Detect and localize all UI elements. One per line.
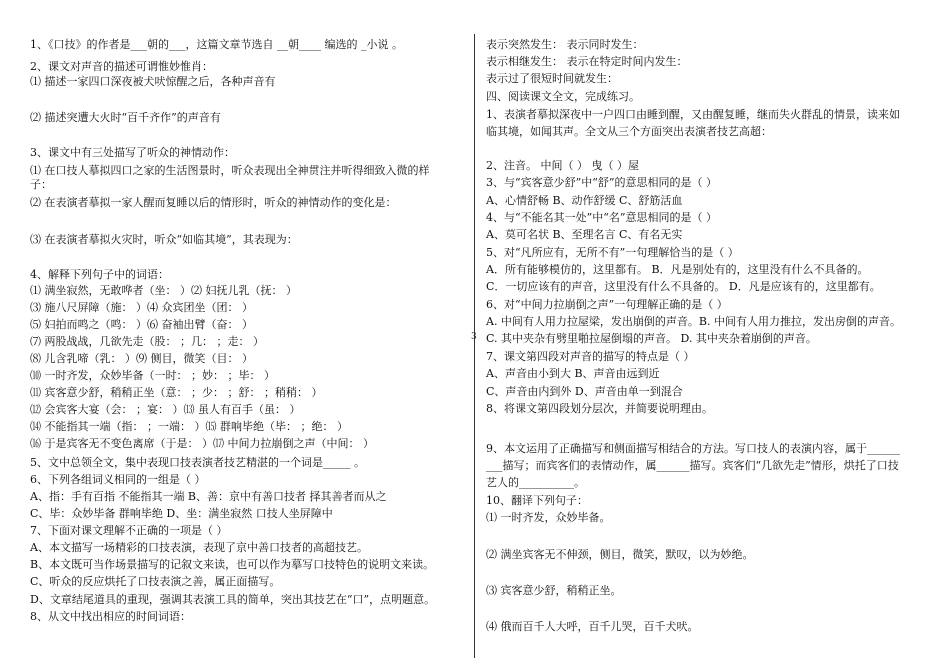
text-line: 6、对“中间力拉崩倒之声”一句理解正确的是（ ）	[486, 298, 728, 311]
text-line: 四、阅读课文全文，完成练习。	[486, 90, 640, 103]
text-line: ___描写；而宾客们的表情动作，属______描写。宾客们“几欲先走”情形，烘托了口技	[486, 459, 899, 472]
text-line: 7、课文第四段对声音的描写的特点是（ ）	[486, 350, 695, 363]
text-line: ⑺ 两股战战，几欲先走（股： ；几： ；走： ）	[30, 335, 264, 348]
text-line: ⑴ 描述一家四口深夜被犬吠惊醒之后，各种声音有	[30, 75, 276, 88]
text-line: C．一切应该有的声音，这里没有什么不具备的。 D．凡是应该有的，这里都有。	[486, 280, 881, 293]
text-line: D、文章结尾道具的重现，强调其表演工具的简单，突出其技艺在“口”，点明题意。	[30, 593, 436, 606]
text-line: ⑴ 在口技人摹拟四口之家的生活图景时，听众表现出全神贯注并听得细致入微的样	[30, 164, 430, 177]
text-line: 3、与“宾客意少舒”中“舒”的意思相同的是（ ）	[486, 176, 717, 189]
page-number: 3	[471, 332, 477, 342]
text-line: C、听众的反应烘托了口技表演之善，属正面描写。	[30, 575, 281, 588]
text-line: 子：	[30, 178, 52, 191]
text-line: A、莫可名状 B、至理名言 C、有名无实	[486, 228, 683, 241]
text-line: 表示过了很短时间就发生：	[486, 72, 618, 85]
text-line: B、本文既可当作场景描写的记叙文来读，也可以作为摹写口技特色的说明文来读。	[30, 558, 435, 571]
text-line: 8、将课文第四段划分层次，并简要说明理由。	[486, 402, 713, 415]
text-line: 4、解释下列句子中的词语：	[30, 268, 169, 281]
text-line: 1、表演者摹拟深夜中一户四口由睡到醒，又由醒复睡，继而失火群乱的情景，读来如	[486, 108, 900, 121]
text-line: 6、下列各组词义相同的一组是（ ）	[30, 473, 206, 486]
text-line: A、指：手有百指 不能指其一端 B、善：京中有善口技者 择其善者而从之	[30, 490, 387, 503]
text-line: A、声音由小到大 B、声音由远到近	[486, 367, 660, 380]
text-line: 5、对“凡所应有，无所不有”一句理解恰当的是（ ）	[486, 246, 739, 259]
text-line: 2、课文对声音的描述可谓惟妙惟肖：	[30, 60, 213, 73]
text-line: 2、注音。 中间（ ） 曳（ ）屋	[486, 159, 639, 172]
text-line: ⑽ 一时齐发，众妙毕备（一时： ；妙： ；毕： ）	[30, 369, 275, 382]
text-line: C、声音由内到外 D、声音由单一到混合	[486, 385, 683, 398]
text-line: C. 其中夹杂有劈里啪拉屋倒塌的声音。 D. 其中夹杂着崩倒的声音。	[486, 332, 817, 345]
text-line: A. 中间有人用力拉屋梁，发出崩倒的声音。B. 中间有人用力推拉，发出房倒的声音。	[486, 315, 902, 328]
text-line: ⑸ 妇拍而鸣之（鸣： ）⑹ 奋袖出臂（奋： ）	[30, 318, 253, 331]
text-line: 1、《口技》的作者是___朝的___，这篇文章节选自 __朝____ 编选的 _小说 。	[30, 38, 403, 51]
text-line: ⑶ 施八尺屏障（施： ）⑷ 众宾团坐（团： ）	[30, 301, 253, 314]
text-line: ⑿ 会宾客大宴（会： ；宴： ）⒀ 虽人有百手（虽： ）	[30, 403, 301, 416]
text-line: 5、文中总领全文，集中表现口技表演者技艺精湛的一个词是_____ 。	[30, 456, 365, 469]
text-line: ⑻ 儿含乳啼（乳： ）⑼ 侧目，微笑（目： ）	[30, 352, 253, 365]
text-line: 10、翻译下列句子：	[486, 494, 588, 507]
text-line: ⑵ 描述突遭大火时“百千齐作”的声音有	[30, 111, 221, 124]
text-line: 3、课文中有三处描写了听众的神情动作：	[30, 146, 235, 159]
text-line: ⑴ 满坐寂然，无敢哗者（坐： ）⑵ 妇抚儿乳（抚： ）	[30, 284, 297, 297]
text-line: ⑷ 俄而百千人大呼，百千儿哭，百千犬吠。	[486, 620, 699, 633]
text-line: A．所有能够模仿的，这里都有。 B．凡是别处有的，这里没有什么不具备的。	[486, 263, 869, 276]
text-line: A、本文描写一场精彩的口技表演，表现了京中善口技者的高超技艺。	[30, 541, 368, 554]
text-line: ⑶ 宾客意少舒，稍稍正坐。	[486, 584, 622, 597]
text-line: ⒁ 不能指其一端（指： ；一端： ）⒂ 群响毕绝（毕： ；绝： ）	[30, 420, 348, 433]
text-line: 7、下面对课文理解不正确的一项是（ ）	[30, 524, 228, 537]
text-line: 4、与“不能名其一处”中“名”意思相同的是（ ）	[486, 211, 717, 224]
text-line: ⑶ 在表演者摹拟火灾时，听众“如临其境”，其表现为：	[30, 233, 298, 246]
text-line: ⑵ 满坐宾客无不伸颈，侧目，微笑，默叹，以为妙绝。	[486, 548, 754, 561]
text-line: ⑴ 一时齐发，众妙毕备。	[486, 511, 611, 524]
text-line: ⑾ 宾客意少舒，稍稍正坐（意： ；少： ；舒： ；稍稍： ）	[30, 386, 323, 399]
text-line: C、毕：众妙毕备 群响毕绝 D、坐：满坐寂然 口技人坐屏障中	[30, 507, 333, 520]
text-line: ⑵ 在表演者摹拟一家人醒而复睡以后的情形时，听众的神情动作的变化是：	[30, 196, 397, 209]
text-line: 9、本文运用了正确描写和侧面描写相结合的方法。写口技人的表演内容，属于______	[486, 442, 900, 455]
text-line: 8、从文中找出相应的时间词语：	[30, 610, 191, 623]
text-line: 临其境，如闻其声。全文从三个方面突出表演者技艺高超：	[486, 125, 772, 138]
column-divider	[474, 34, 475, 658]
text-line: A、心情舒畅 B、动作舒缓 C、舒筋活血	[486, 194, 683, 207]
text-line: 艺人的__________。	[486, 476, 585, 489]
text-line: ⒃ 于是宾客无不变色离席（于是： ）⒄ 中间力拉崩倒之声（中间： ）	[30, 437, 374, 450]
text-line: 表示相继发生： 表示在特定时间内发生：	[486, 55, 688, 68]
text-line: 表示突然发生： 表示同时发生：	[486, 38, 644, 51]
